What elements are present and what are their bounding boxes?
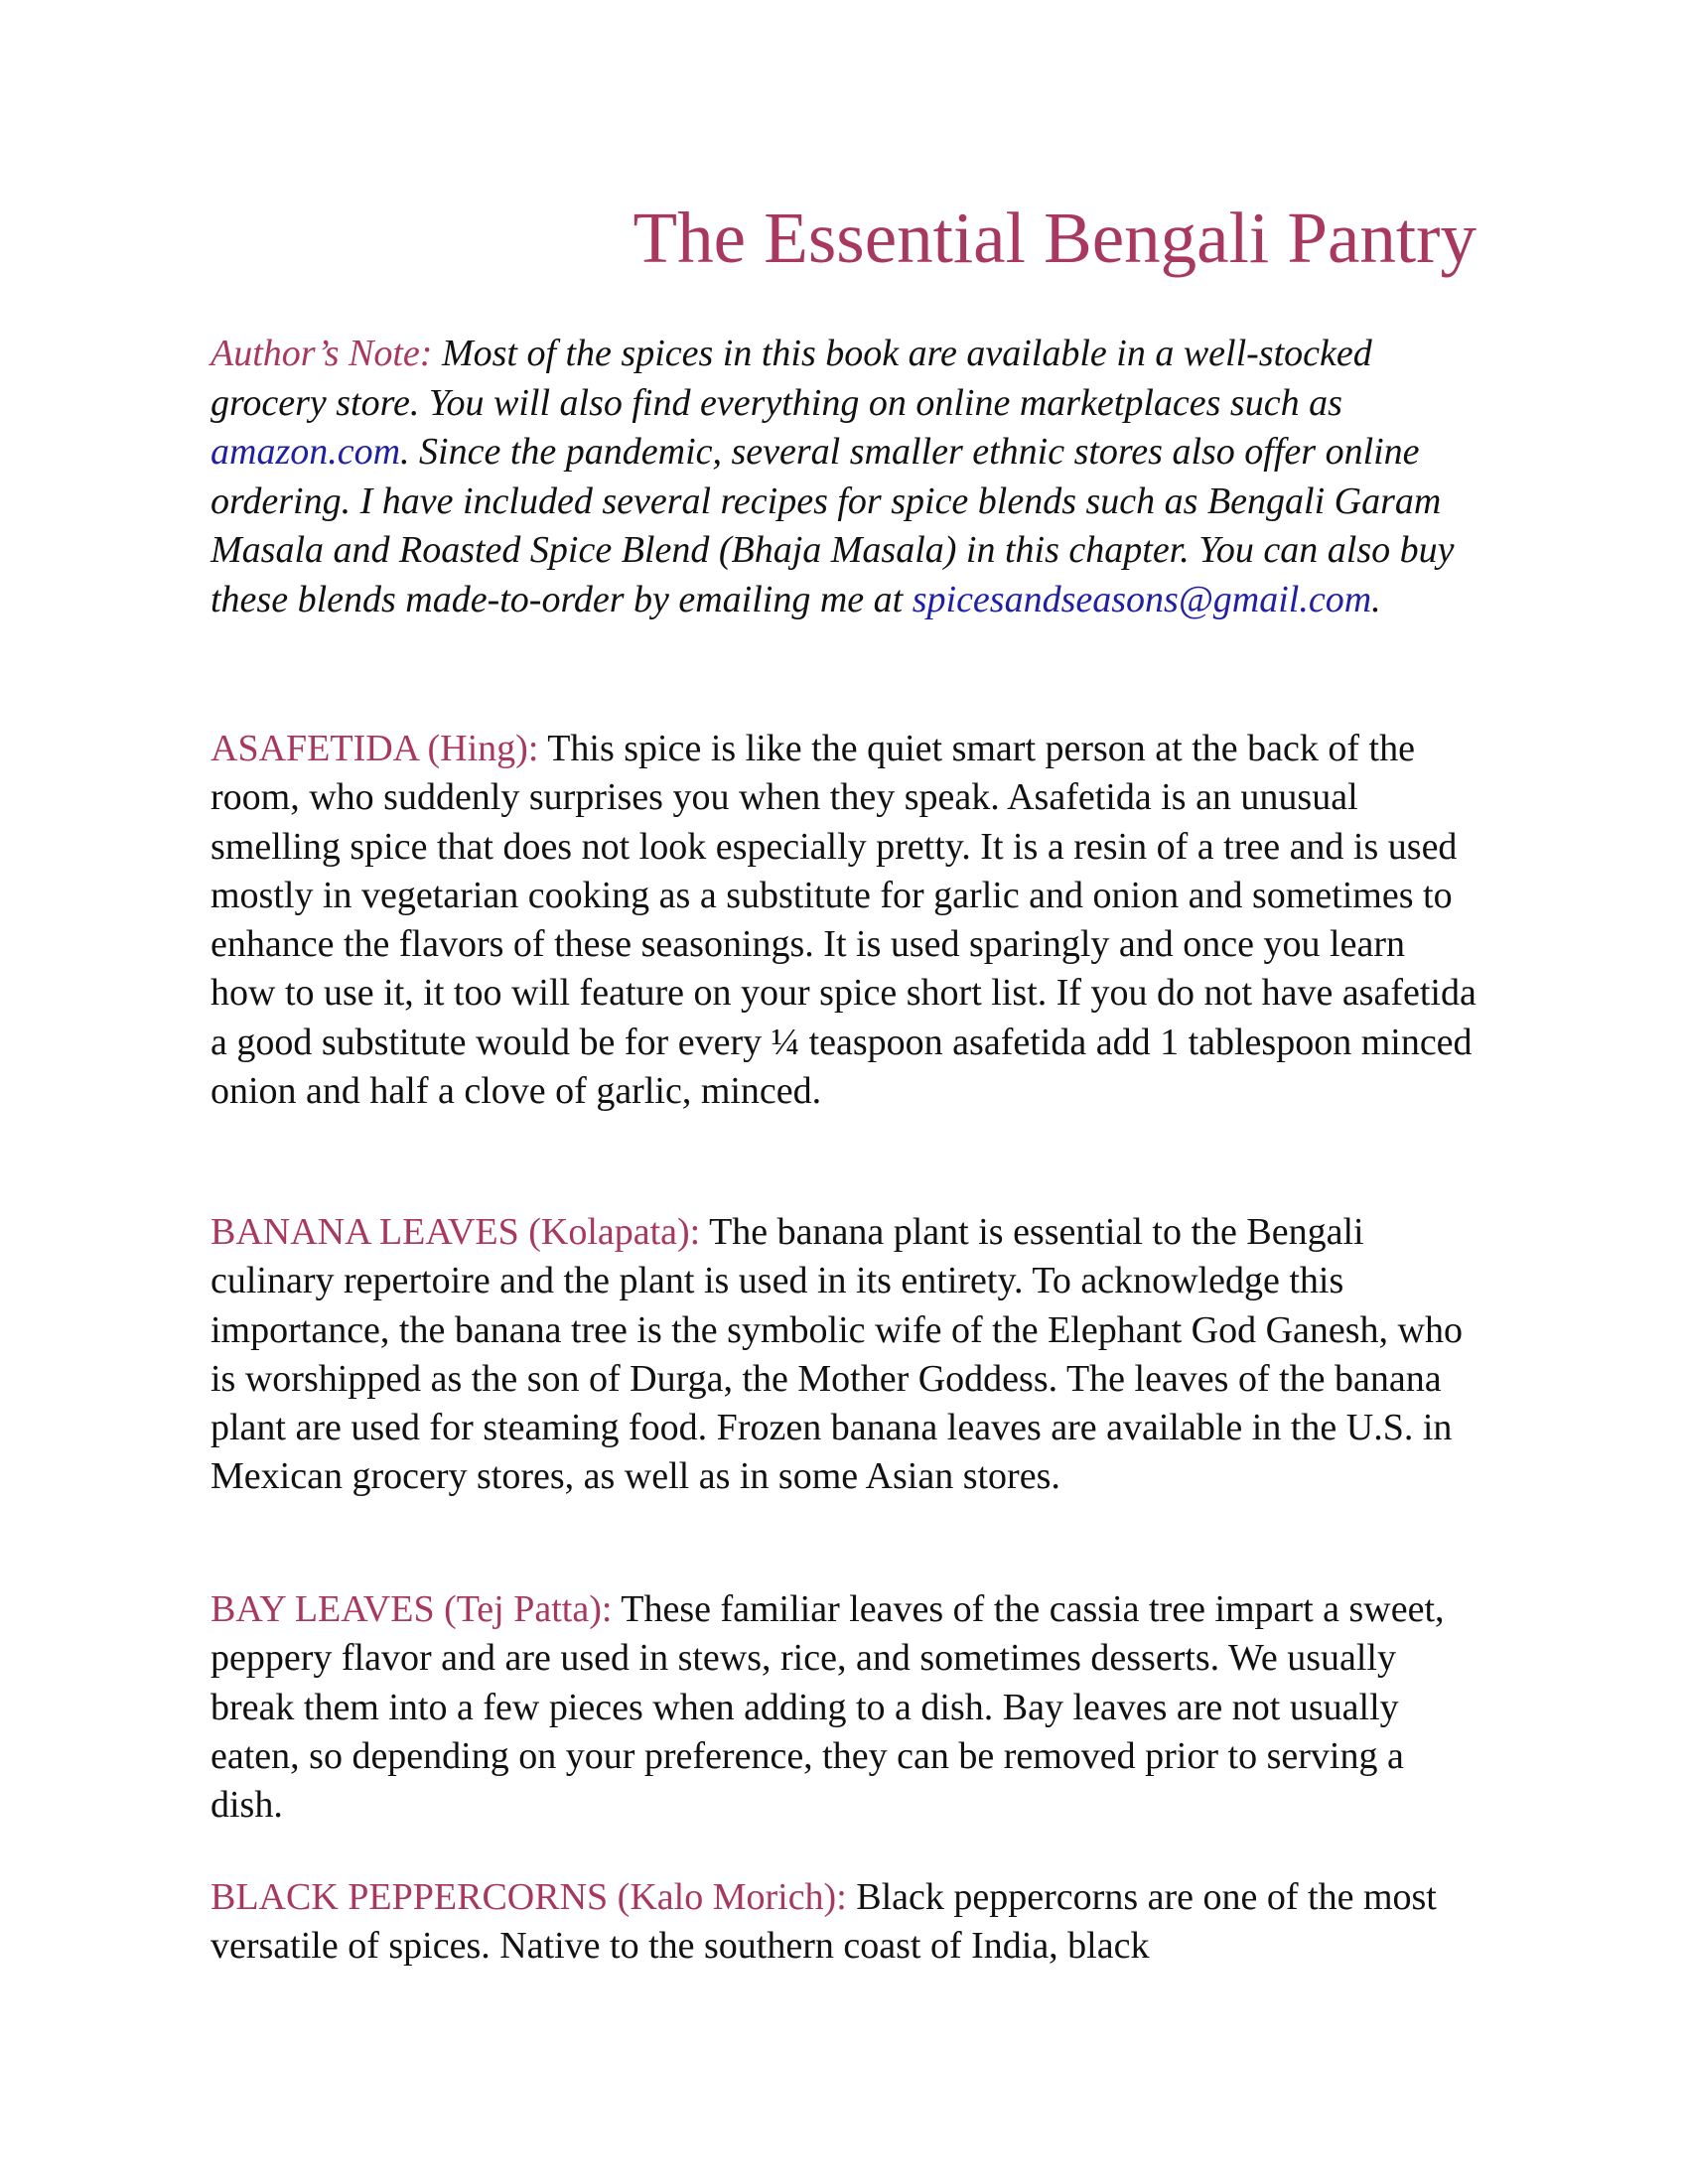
entry-term: BLACK PEPPERCORNS (Kalo Morich):: [211, 1876, 847, 1918]
entry-term: BANANA LEAVES (Kolapata):: [211, 1211, 701, 1253]
page-title: The Essential Bengali Pantry: [633, 198, 1477, 278]
entry-text: Black peppercorns are one of the most versatile of spices. Native to the southern coast of India, black: [211, 1876, 1437, 1968]
authors-note-label: Author’s Note:: [211, 333, 433, 374]
document-page: [211, 0, 1477, 2184]
authors-note-text-3: .: [1371, 578, 1381, 620]
entry-term: ASAFETIDA (Hing):: [211, 728, 539, 769]
entry-text: This spice is like the quiet smart person at the back of the room, who suddenly surprises you when they speak. Asafetida is an unusual smelling spice that does not look especially pretty. It is a resin of a tree and is used mostly in vegetarian cooking as a substitute for garlic and onion and sometimes to enhance the flavors of these seasonings. It is used sparingly and once you learn how to use it, it too will feature on your spice short list. If you do not have asafetida a good substitute would be for every ¼ teaspoon asafetida add 1 tablespoon minced onion and half a clove of garlic, minced.: [211, 728, 1477, 1113]
email-link[interactable]: spicesandseasons@gmail.com: [912, 578, 1372, 620]
entry-black-peppercorns: [211, 1873, 1477, 1972]
entry-text: The banana plant is essential to the Bengali culinary repertoire and the plant is used in its entirety. To acknowledge this importance, the banana tree is the symbolic wife of the Elephant God Ganesh, who is worshipped as the son of Durga, the Mother Goddess. The leaves of the banana plant are used for steaming food. Frozen banana leaves are available in the U.S. in Mexican grocery stores, as well as in some Asian stores.: [211, 1211, 1463, 1498]
entry-bay-leaves: [211, 1585, 1477, 1830]
entry-banana-leaves: [211, 1208, 1477, 1502]
entry-term: BAY LEAVES (Tej Patta):: [211, 1588, 613, 1630]
authors-note-text-2: . Since the pandemic, several smaller ethnic stores also offer online ordering. I have included several recipes for spice blends such as Bengali Garam Masala and Roasted Spice Blend (Bhaja Masala) in this chapter. You can also buy these blends made-to-order by emailing me at: [211, 431, 1455, 620]
amazon-link[interactable]: amazon.com: [211, 431, 401, 473]
entry-text: These familiar leaves of the cassia tree impart a sweet, peppery flavor and are used in stews, rice, and sometimes desserts. We usually break them into a few pieces when adding to a dish. Bay leaves are not usually eaten, so depending on your preference, they can be removed prior to serving a dish.: [211, 1588, 1445, 1827]
authors-note-text-1: Most of the spices in this book are available in a well-stocked grocery store. You will also find everything on online marketplaces such as: [211, 333, 1372, 424]
entry-asafetida: [211, 725, 1477, 1116]
authors-note: [211, 330, 1477, 624]
